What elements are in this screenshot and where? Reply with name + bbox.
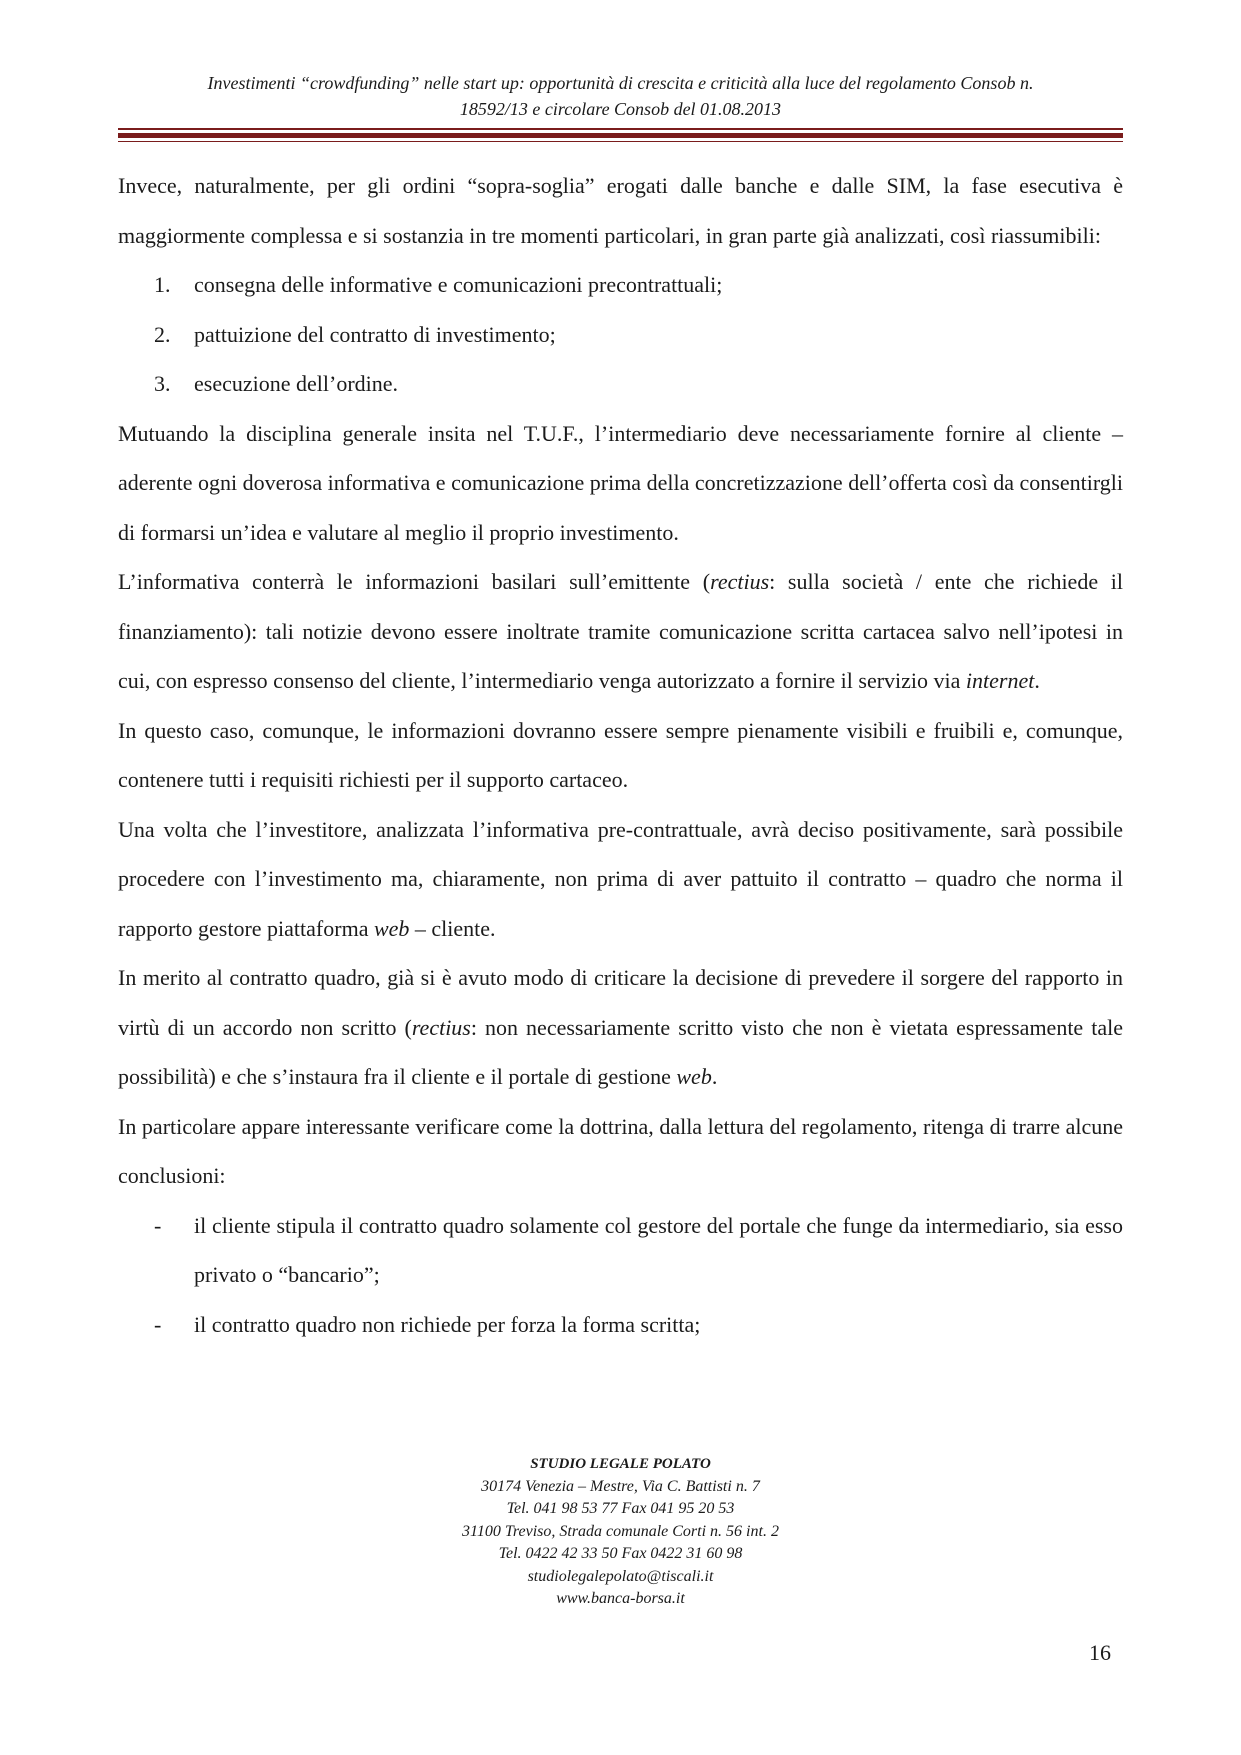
bullet-item [118,1201,1123,1300]
italic-term: web [373,915,410,941]
footer-address-venezia: 30174 Venezia – Mestre, Via C. Battisti n. 7 [481,1477,760,1495]
footer-address-treviso: 31100 Treviso, Strada comunale Corti n. 56 int. 2 [462,1522,779,1540]
list-number: 2. [154,321,171,347]
footer-phone-treviso: Tel. 0422 42 33 50 Fax 0422 31 60 98 [498,1545,743,1562]
list-number: 1. [154,272,171,297]
list-number: 3. [154,371,171,396]
italic-term: rectius [411,1014,471,1040]
footer-website: www.banca-borsa.it [556,1590,685,1607]
list-item-text: esecuzione dell’ordine. [194,371,399,396]
list-item [118,310,1123,360]
running-header [100,70,1141,122]
header-divider-thick [118,133,1123,138]
header-title-line-2: 18592/13 e circolare Consob del 01.08.2013 [459,99,782,119]
paragraph: Una volta che l’investitore, analizzata l’informativa pre-contrattuale, avrà deciso positivamente, sarà possibile procedere con l’investimento ma, chiaramente, non prima di aver pattuito il contratto – quadro che norma il rapporto gestore piattaforma web – cliente. [118,816,1123,941]
paragraph: In merito al contratto quadro, già si è avuto modo di criticare la decisione di prevedere il sorgere del rapporto in virtù di un accordo non scritto (rectius: non necessariamente scritto visto che non è vietata espressamente tale possibilità) e che s’instaura fra il cliente e il portale di gestione web. [118,965,1123,1089]
italic-term: web [676,1064,712,1089]
page-footer [100,1453,1141,1611]
paragraph: Mutuando la disciplina generale insita nel T.U.F., l’intermediario deve necessariamente fornire al cliente – aderente ogni doverosa informativa e comunicazione prima della concretizzazione dell’offerta così da consentirgli di formarsi un’idea e valutare al meglio il proprio investimento. [118,420,1123,545]
header-divider-hairline [118,141,1123,142]
list-item-text: pattuizione del contratto di investimento; [194,321,556,347]
list-item [118,260,1123,310]
paragraph: L’informativa conterrà le informazioni basilari sull’emittente (rectius: sulla società / ente che richiede il finanziamento): tali notizie devono essere inoltrate tramite comunicazione scritta cartacea salvo nell’ipotesi in cui, con espresso consenso del cliente, l’intermediario venga autorizzato a fornire il servizio via internet. [118,569,1123,693]
page-number: 16 [1089,1640,1111,1665]
footer-firm-name: STUDIO LEGALE POLATO [530,1456,711,1472]
bullet-dash: - [154,1311,162,1337]
list-item-text: consegna delle informative e comunicazioni precontrattuali; [194,272,723,297]
paragraph: In questo caso, comunque, le informazioni dovranno essere sempre pienamente visibili e fruibili e, comunque, contenere tutti i requisiti richiesti per il supporto cartaceo. [118,717,1123,792]
page-body [118,161,1123,1349]
list-item [118,359,1123,409]
bullet-text: il cliente stipula il contratto quadro solamente col gestore del portale che funge da intermediario, sia esso privato o “bancario”; [194,1212,1123,1287]
header-title-line-1: Investimenti “crowdfunding” nelle start up: opportunità di crescita e criticità alla luce del regolamento Consob n. [207,73,1034,93]
italic-term: internet [965,668,1035,693]
footer-email: studiolegalepolato@tiscali.it [527,1567,714,1585]
bullet-item [118,1300,1123,1350]
paragraph: In particolare appare interessante verificare come la dottrina, dalla lettura del regolamento, ritenga di trarre alcune conclusioni: [118,1113,1123,1188]
footer-phone-venezia: Tel. 041 98 53 77 Fax 041 95 20 53 [506,1500,735,1517]
bullet-dash: - [154,1212,162,1238]
bullet-text: il contratto quadro non richiede per forza la forma scritta; [194,1311,701,1337]
header-divider-thin [118,128,1123,130]
paragraph: Invece, naturalmente, per gli ordini “sopra-soglia” erogati dalle banche e dalle SIM, la fase esecutiva è maggiormente complessa e si sostanzia in tre momenti particolari, in gran parte già analizzati, così riassumibili: [118,173,1123,248]
italic-term: rectius [710,569,770,594]
